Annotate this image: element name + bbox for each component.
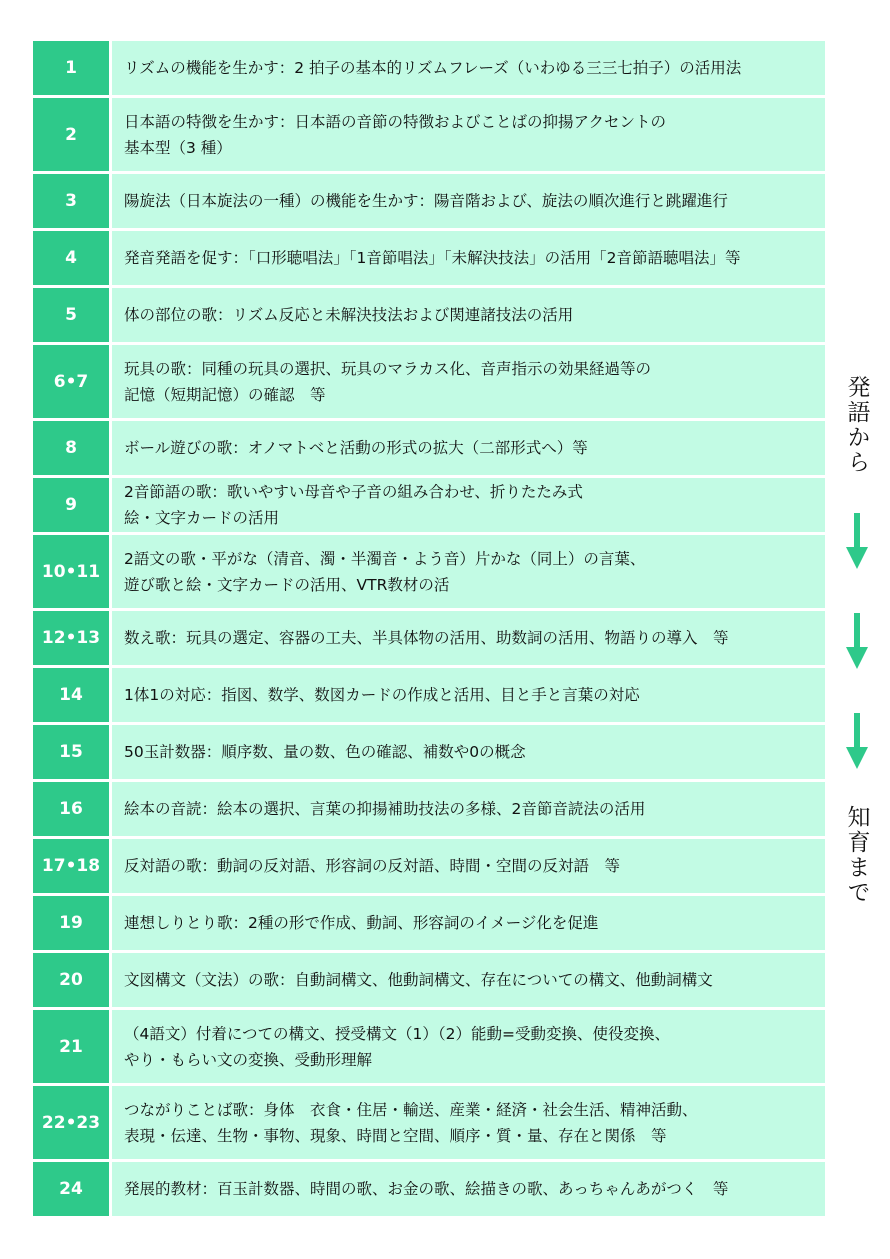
table-row — [33, 174, 825, 228]
table-row — [33, 725, 825, 779]
table-row — [33, 345, 825, 418]
row-number: 12•13 — [33, 611, 109, 665]
table-row — [33, 41, 825, 95]
row-description: 日本語の特徴を生かす：日本語の音節の特徴およびことばの抑揚アクセントの 基本型（3 種） — [112, 98, 825, 171]
row-number: 3 — [33, 174, 109, 228]
row-number: 24 — [33, 1162, 109, 1216]
row-description: リズムの機能を生かす：2 拍子の基本的リズムフレーズ（いわゆる三三七拍子）の活用法 — [112, 41, 825, 95]
row-description: 玩具の歌：同種の玩具の選択、玩具のマラカス化、音声指示の効果経過等の 記憶（短期記憶）の確認 等 — [112, 345, 825, 418]
row-description: 発音発語を促す：「口形聴唱法」「1音節唱法」「未解決技法」の活用「2音節語聴唱法」等 — [112, 231, 825, 285]
row-number: 21 — [33, 1010, 109, 1083]
progression-label — [838, 375, 876, 905]
row-number: 5 — [33, 288, 109, 342]
curriculum-table — [33, 41, 825, 1219]
table-row — [33, 288, 825, 342]
row-number: 4 — [33, 231, 109, 285]
row-description: 50玉計数器：順序数、量の数、色の確認、補数や0の概念 — [112, 725, 825, 779]
row-number: 8 — [33, 421, 109, 475]
row-number: 9 — [33, 478, 109, 532]
table-row — [33, 896, 825, 950]
side-label-top: 発語から — [843, 375, 870, 475]
row-description: 発展的教材：百玉計数器、時間の歌、お金の歌、絵描きの歌、あっちゃんあがつく 等 — [112, 1162, 825, 1216]
down-arrow-icon — [845, 713, 869, 769]
row-description: （4語文）付着につての構文、授受構文（1）（2）能動=受動変換、使役変換、 やり・もらい文の変換、受動形理解 — [112, 1010, 825, 1083]
table-row — [33, 611, 825, 665]
table-row — [33, 421, 825, 475]
row-description: 文図構文（文法）の歌：自動詞構文、他動詞構文、存在についての構文、他動詞構文 — [112, 953, 825, 1007]
row-number: 19 — [33, 896, 109, 950]
row-description: つながりことば歌：身体 衣食・住居・輸送、産業・経済・社会生活、精神活動、 表現・伝達、生物・事物、現象、時間と空間、順序・質・量、存在と関係 等 — [112, 1086, 825, 1159]
table-row — [33, 478, 825, 532]
down-arrow-icon — [845, 513, 869, 569]
row-description: 2音節語の歌：歌いやすい母音や子音の組み合わせ、折りたたみ式 絵・文字カードの活用 — [112, 478, 825, 532]
table-row — [33, 535, 825, 608]
row-number: 1 — [33, 41, 109, 95]
row-description: 反対語の歌：動詞の反対語、形容詞の反対語、時間・空間の反対語 等 — [112, 839, 825, 893]
row-number: 6•7 — [33, 345, 109, 418]
down-arrow-icon — [845, 613, 869, 669]
row-number: 14 — [33, 668, 109, 722]
table-row — [33, 953, 825, 1007]
row-description: 数え歌：玩具の選定、容器の工夫、半具体物の活用、助数詞の活用、物語りの導入 等 — [112, 611, 825, 665]
table-row — [33, 668, 825, 722]
row-description: 体の部位の歌：リズム反応と未解決技法および関連諸技法の活用 — [112, 288, 825, 342]
row-description: 1体1の対応：指図、数学、数図カードの作成と活用、目と手と言葉の対応 — [112, 668, 825, 722]
row-description: 連想しりとり歌：2種の形で作成、動詞、形容詞のイメージ化を促進 — [112, 896, 825, 950]
row-description: 2語文の歌・平がな（清音、濁・半濁音・よう音）片かな（同上）の言葉、 遊び歌と絵・文字カードの活用、VTR教材の活 — [112, 535, 825, 608]
row-number: 15 — [33, 725, 109, 779]
row-number: 16 — [33, 782, 109, 836]
side-label-bottom: 知育まで — [843, 805, 870, 905]
table-row — [33, 782, 825, 836]
table-row — [33, 839, 825, 893]
row-number: 10•11 — [33, 535, 109, 608]
table-row — [33, 98, 825, 171]
table-row — [33, 231, 825, 285]
table-row — [33, 1162, 825, 1216]
row-number: 17•18 — [33, 839, 109, 893]
row-description: 陽旋法（日本旋法の一種）の機能を生かす：陽音階および、旋法の順次進行と跳躍進行 — [112, 174, 825, 228]
row-description: ボール遊びの歌：オノマトベと活動の形式の拡大（二部形式へ）等 — [112, 421, 825, 475]
row-number: 22•23 — [33, 1086, 109, 1159]
row-number: 20 — [33, 953, 109, 1007]
table-row — [33, 1010, 825, 1083]
table-row — [33, 1086, 825, 1159]
row-number: 2 — [33, 98, 109, 171]
row-description: 絵本の音読：絵本の選択、言葉の抑揚補助技法の多様、2音節音読法の活用 — [112, 782, 825, 836]
